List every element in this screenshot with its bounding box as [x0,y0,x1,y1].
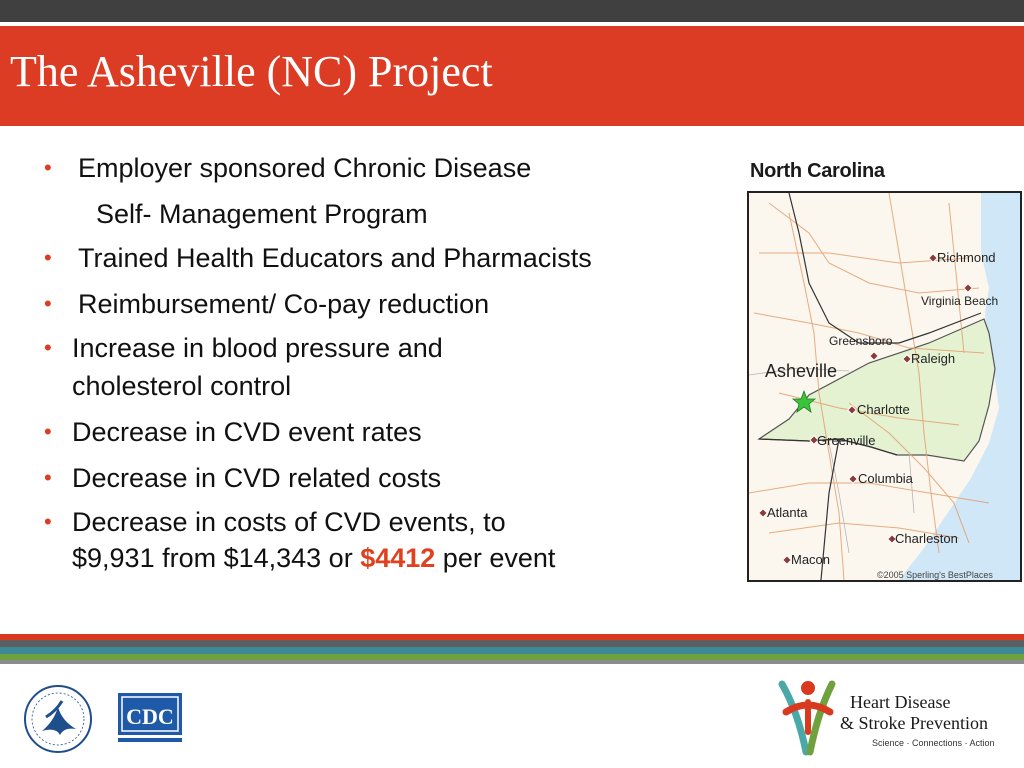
top-bar [0,0,1024,22]
cdc-text: CDC [126,704,174,729]
bullet-text: Reimbursement/ Co-pay reduction [78,289,490,319]
footer-stripe-lightgray [0,660,1024,664]
bullet-item [44,152,734,242]
heart-disease-stroke-prevention-logo [768,672,1008,762]
bullet-item [44,462,734,506]
bullet-text-continued: cholesterol control [72,371,292,401]
bullet-text-continued: $9,931 from $14,343 or $4412 per event [72,543,556,573]
map-city-virginia-beach: Virginia Beach [921,294,999,308]
slide-title: The Asheville (NC) Project [10,47,493,96]
map-city-macon: Macon [791,552,831,567]
map-city-charleston: Charleston [895,531,958,546]
north-carolina-map [747,191,1022,582]
map-credit: ©2005 Sperling's BestPlaces [877,570,993,580]
map-city-greensboro: Greensboro [829,334,893,348]
bullet-text: Decrease in CVD event rates [72,417,422,447]
bullet-text: Decrease in CVD related costs [72,463,442,493]
bullet-text-continued: Self- Management Program [96,199,428,229]
bullet-item [44,242,734,288]
map-city-greenville: Greenville [817,433,876,448]
cdc-logo [118,693,182,745]
bullet-list [44,152,734,590]
hdsp-figure-icon [768,672,1008,762]
map-city-atlanta: Atlanta [767,505,808,520]
bullet-item [44,332,734,416]
bullet-dot: • [44,155,52,180]
bullet-dot: • [44,465,52,490]
hdsp-line2: & Stroke Prevention [840,713,988,733]
map-graphic [749,193,1020,580]
bullet-item [44,416,734,462]
savings-highlight: $4412 [360,543,436,573]
hhs-seal-icon [20,683,100,755]
hdsp-line1: Heart Disease [850,692,951,712]
map-city-asheville: Asheville [765,361,838,381]
bullet-text: Increase in blood pressure and [72,333,443,363]
map-city-charlotte: Charlotte [857,402,910,417]
bullet-item [44,288,734,332]
hdsp-tagline: Science · Connections · Action [872,738,995,748]
bullet-dot: • [44,509,52,534]
bullet-dot: • [44,245,52,270]
bullet-dot: • [44,419,52,444]
map-city-columbia: Columbia [858,471,913,486]
bullet-dot: • [44,335,52,360]
footer-stripe-gray [0,640,1024,647]
map-city-raleigh: Raleigh [911,351,956,366]
map-city-richmond: Richmond [937,250,996,265]
bullet-text: Trained Health Educators and Pharmacists [78,243,592,273]
map-label: North Carolina [750,160,885,182]
bullet-dot: • [44,291,52,316]
bullet-text: Decrease in costs of CVD events, to [72,507,506,537]
bullet-text: Employer sponsored Chronic Disease [78,153,532,183]
bullet-item [44,506,734,590]
footer-stripe-teal [0,647,1024,654]
